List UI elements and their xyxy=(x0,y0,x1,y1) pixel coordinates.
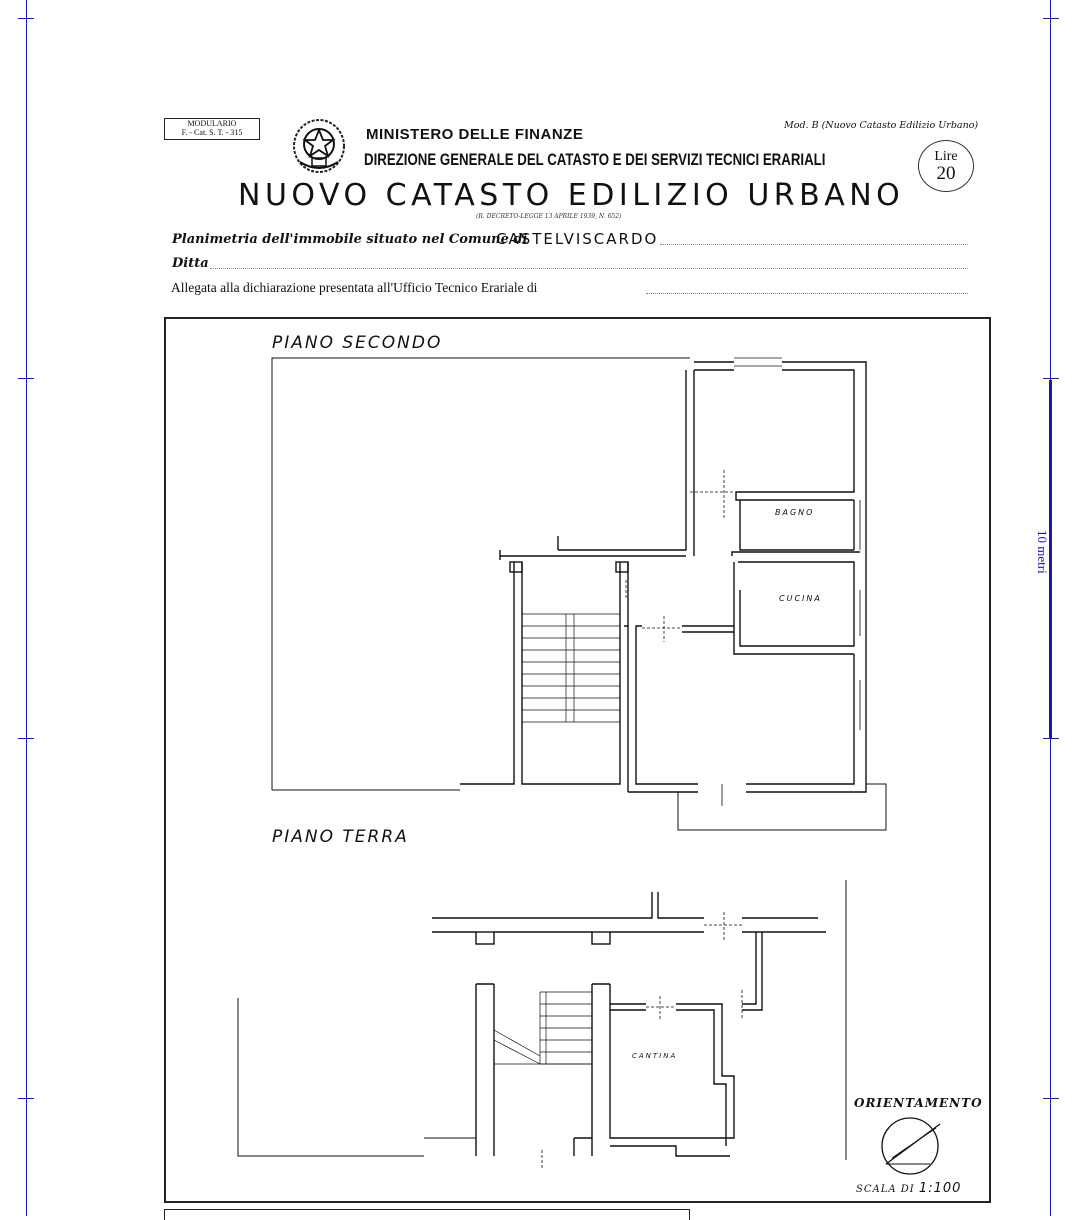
room-label-bagno: BAGNO xyxy=(775,508,815,517)
upper-wall xyxy=(624,626,628,792)
scala-label xyxy=(856,1181,961,1196)
lire-value: 20 xyxy=(936,163,956,184)
ground-wall xyxy=(676,1010,726,1146)
scala-text: SCALA DI xyxy=(856,1184,915,1195)
upper-wall xyxy=(736,492,854,500)
bottom-box-edge xyxy=(164,1209,690,1220)
planimetria-label: Planimetria dell'immobile situato nel Comune di xyxy=(172,232,528,247)
upper-wall xyxy=(746,362,866,792)
page-title: NUOVO CATASTO EDILIZIO URBANO xyxy=(238,178,905,213)
ground-wall xyxy=(742,932,756,1004)
ground-wall xyxy=(610,1146,730,1156)
upper-wall xyxy=(732,552,860,556)
upper-wall xyxy=(734,562,854,654)
modulario-line-1: MODULARIO xyxy=(187,119,237,128)
ground-wall xyxy=(658,892,704,918)
room-label-cantina: CANTINA xyxy=(632,1052,678,1060)
lire-label: Lire xyxy=(934,149,958,164)
stair-pillar xyxy=(510,562,522,572)
scale-bar-label: 10 metri xyxy=(1035,530,1050,574)
mod-b-label: Mod. B (Nuovo Catasto Edilizio Urbano) xyxy=(784,120,979,131)
upper-wall xyxy=(736,370,854,492)
ground-pillar xyxy=(592,932,610,944)
modulario-line-2: F. - Cat. S. T. - 315 xyxy=(181,128,243,137)
ministero-heading: MINISTERO DELLE FINANZE xyxy=(366,126,584,143)
ground-wall xyxy=(432,892,652,918)
upper-wall xyxy=(558,370,686,550)
upper-wall xyxy=(636,626,698,784)
ground-wall xyxy=(742,932,762,1010)
scala-value: 1:100 xyxy=(918,1181,962,1196)
decreto-note: (R. DECRETO-LEGGE 13 APRILE 1939, N. 652) xyxy=(476,213,622,220)
comune-value: CASTELVISCARDO xyxy=(496,230,659,248)
upper-wall xyxy=(738,562,854,646)
ground-boundary xyxy=(238,998,424,1156)
stair-wall xyxy=(460,562,514,784)
stair-wall xyxy=(522,562,620,784)
compass-icon xyxy=(882,1118,940,1174)
room-label-cucina: CUCINA xyxy=(779,594,822,603)
balcony-outline xyxy=(678,784,886,830)
upper-wall xyxy=(746,654,854,784)
ditta-label: Ditta xyxy=(172,256,209,271)
stair-pillar xyxy=(616,562,628,572)
ground-pillar xyxy=(476,932,494,944)
floor-ground-label: PIANO TERRA xyxy=(272,827,409,847)
floor-upper-label: PIANO SECONDO xyxy=(272,333,443,353)
allegata-label: Allegata alla dichiarazione presentata all'Ufficio Tecnico Erariale di xyxy=(171,280,538,295)
direzione-heading: DIREZIONE GENERALE DEL CATASTO E DEI SERVIZI TECNICI ERARIALI xyxy=(364,150,826,169)
orientamento-label: ORIENTAMENTO xyxy=(854,1096,983,1110)
